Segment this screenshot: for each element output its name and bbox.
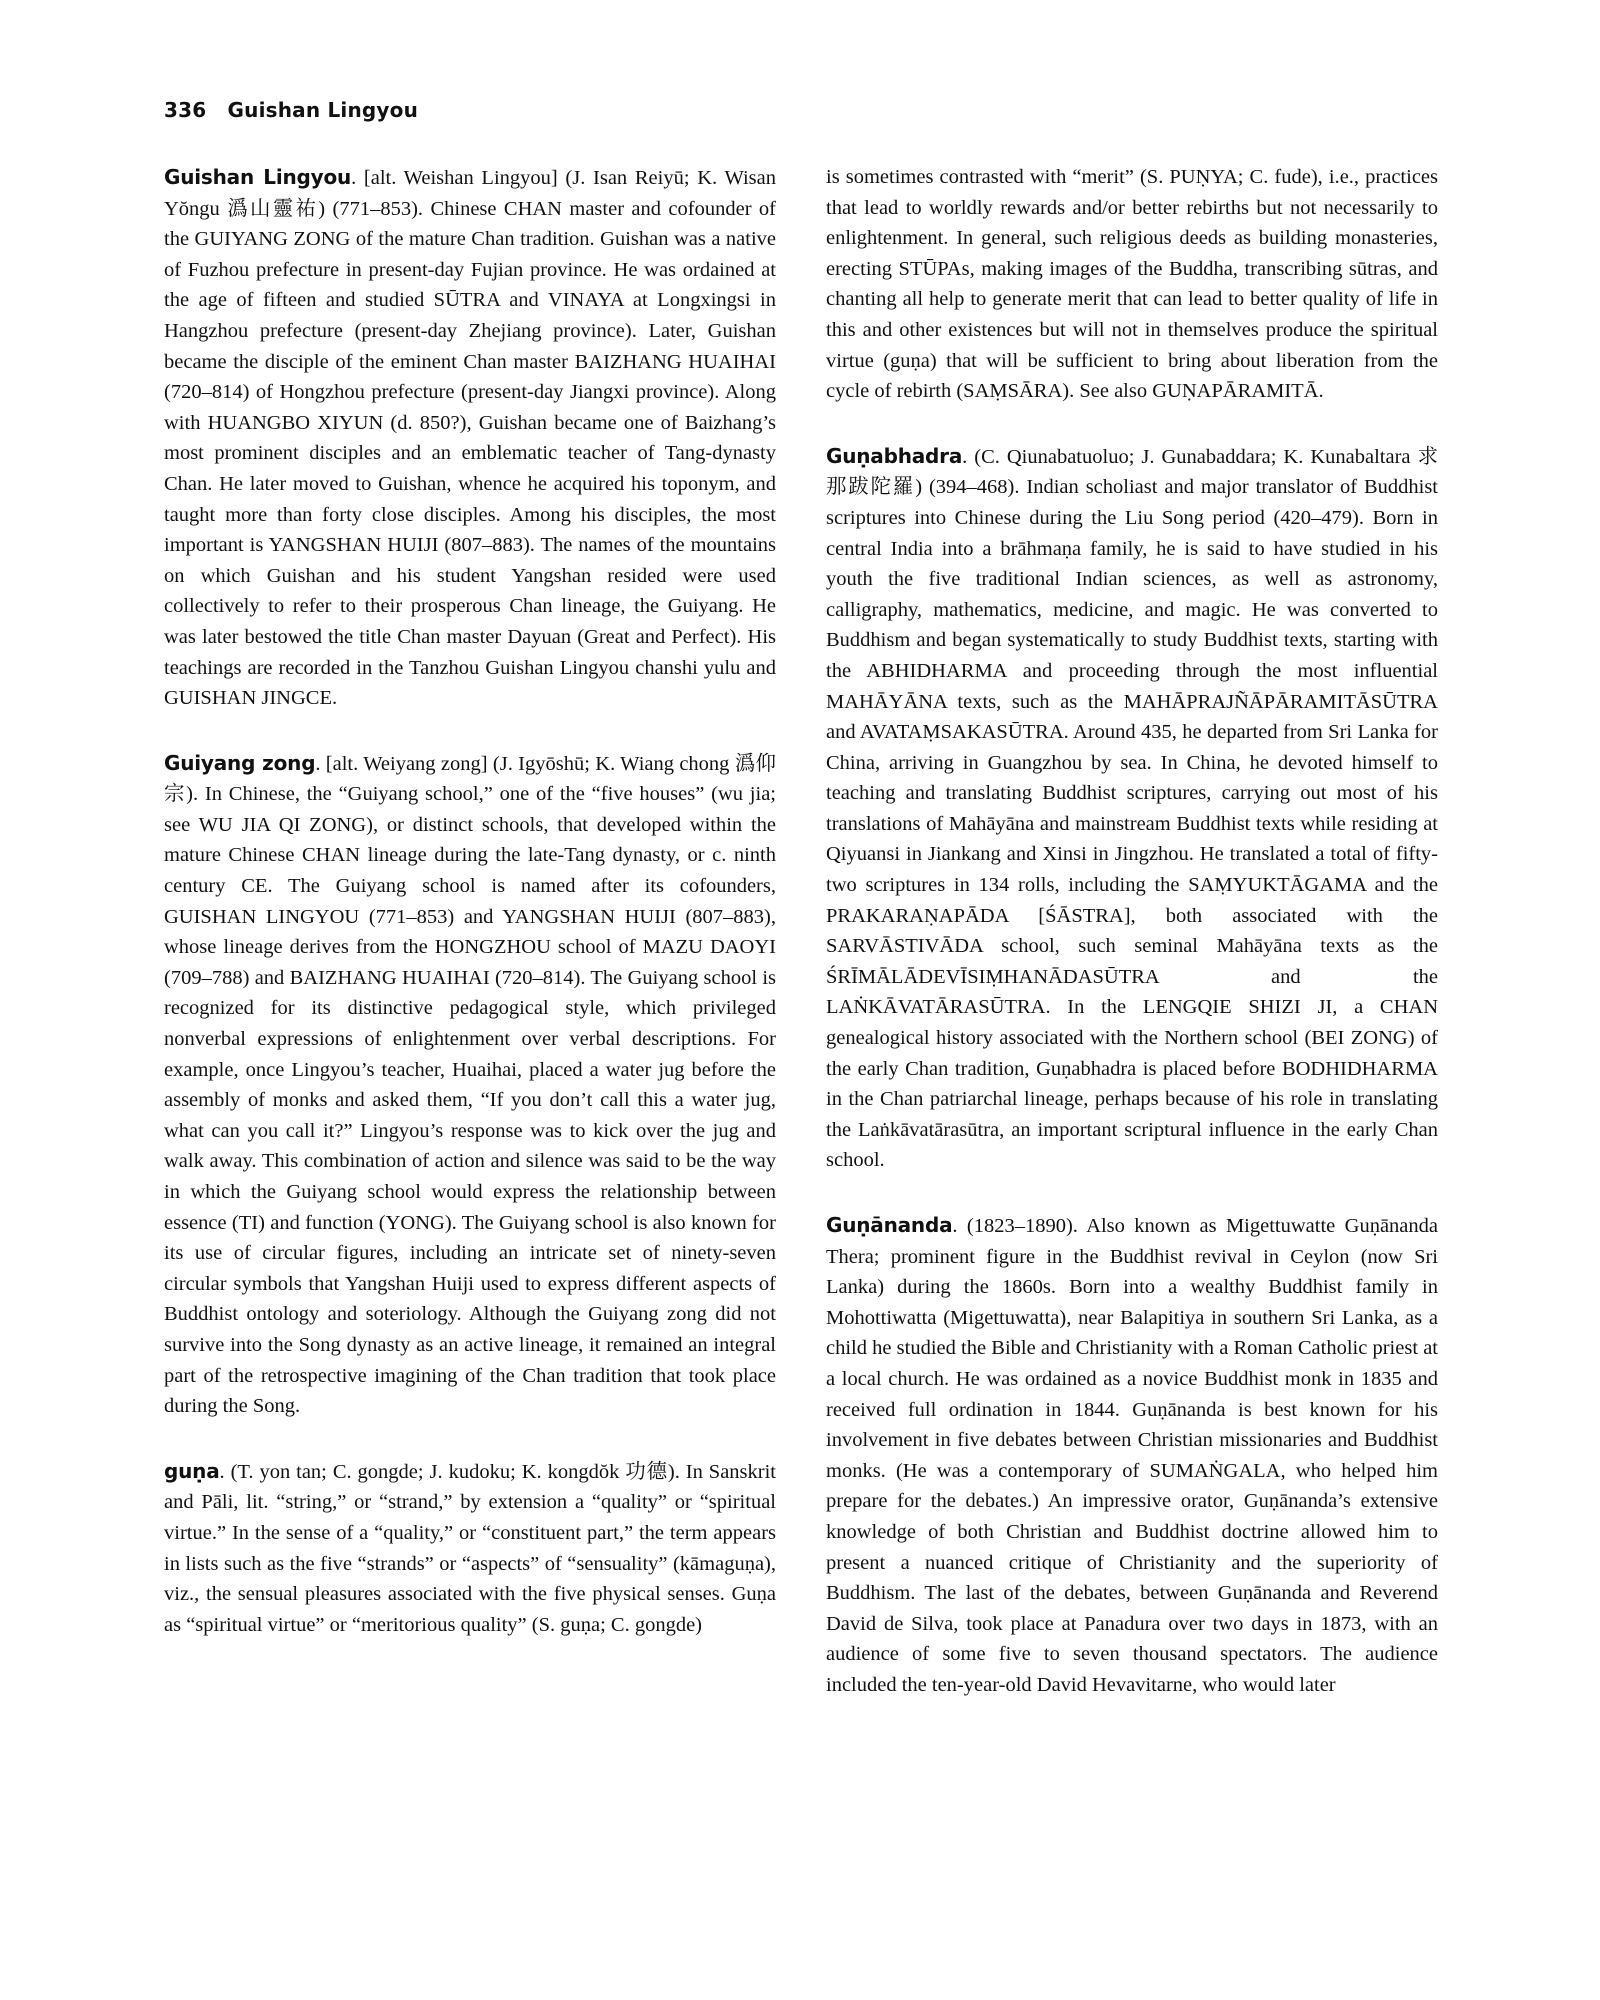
- running-head: [164, 98, 418, 122]
- left-column: [164, 162, 776, 1674]
- running-head-title: Guishan Lingyou: [227, 98, 419, 122]
- entry-headword: Guṇānanda: [826, 1213, 953, 1237]
- entry-headword: Guiyang zong: [164, 750, 316, 775]
- entry-body: (1823–1890). Also known as Migettuwatte Guṇānanda Thera; prominent figure in the Buddhist revival in Ceylon (now Sri Lanka) during the 1860s. Born into a wealthy Buddhist family in Mohottiwatta (Migettuwatta), near Balapitiya in southern Sri Lanka, as a child he studied the Bible and Christianity with a Roman Catholic priest at a local church. He was ordained as a novice Buddhist monk in 1835 and received full ordination in 1844. Guṇānanda is best known for his involvement in five debates between Christian missionaries and Buddhist monks. (He was a contemporary of SUMAṄGALA, who helped him prepare for the debates.) An impressive orator, Guṇānanda’s extensive knowledge of both Christian and Buddhist doctrine allowed him to present a nuanced critique of Christianity and the superiority of Buddhism. The last of the debates, between Guṇānanda and Reverend David de Silva, took place at Panadura over two days in 1873, with an audience of some five to seven thousand spectators. The audience included the ten-year-old David Hevavitarne, who would later: [826, 1215, 1438, 1696]
- entry-headword: Guṇabhadra: [826, 443, 963, 468]
- page-number: 336: [164, 98, 207, 122]
- entry-gunananda: Guṇānanda. (1823–1890). Also known as Migettuwatte Guṇānanda Thera; prominent figure in the Buddhist revival in Ceylon (now Sri Lanka) during the 1860s. Born into a wealthy Buddhist family in Mohottiwatta (Migettuwatta), near Balapitiya in southern Sri Lanka, as a child he studied the Bible and Christianity with a Roman Catholic priest at a local church. He was ordained as a novice Buddhist monk in 1835 and received full ordination in 1844. Guṇānanda is best known for his involvement in five debates between Christian missionaries and Buddhist monks. (He was a contemporary of SUMAṄGALA, who helped him prepare for the debates.) An impressive orator, Guṇānanda’s extensive knowledge of both Christian and Buddhist doctrine allowed him to present a nuanced critique of Christianity and the superiority of Buddhism. The last of the debates, between Guṇānanda and Reverend David de Silva, took place at Panadura over two days in 1873, with an audience of some five to seven thousand spectators. The audience included the ten-year-old David Hevavitarne, who would later: [826, 1213, 1438, 1696]
- continuation-text: is sometimes contrasted with “merit” (S. PUṆYA; C. fude), i.e., practices that lead to worldly rewards and/or better rebirths but not necessarily to enlightenment. In general, such religious deeds as building monasteries, erecting STŪPAs, making images of the Buddha, transcribing sūtras, and chanting all help to generate merit that can lead to better quality of life in this and other existences but will not in themselves produce the spiritual virtue (guṇa) that will be sufficient to bring about liberation from the cycle of rebirth (SAṂSĀRA). See also GUṆAPĀRAMITĀ.: [826, 166, 1438, 403]
- entry-continuation: [826, 162, 1438, 407]
- entry-guna: guṇa. (T. yon tan; C. gongde; J. kudoku; K. kongdŏk 功德). In Sanskrit and Pāli, lit. “string,” or “strand,” by extension a “quality” or “spiritual virtue.” In the sense of a “quality,” or “constituent part,” the term appears in lists such as the five “strands” or “aspects” of “sensuality” (kāmaguṇa), viz., the sensual pleasures associated with the five physical senses. Guṇa as “spiritual virtue” or “meritorious quality” (S. guṇa; C. gongde): [164, 1458, 776, 1636]
- entry-body: [alt. Weiyang zong] (J. Igyōshū; K. Wiang chong 潙仰宗). In Chinese, the “Guiyang school,” one of the “five houses” (wu jia; see WU JIA QI ZONG), or distinct schools, that developed within the mature Chinese CHAN lineage during the late-Tang dynasty, or c. ninth century CE. The Guiyang school is named after its cofounders, GUISHAN LINGYOU (771–853) and YANGSHAN HUIJI (807–883), whose lineage derives from the HONGZHOU school of MAZU DAOYI (709–788) and BAIZHANG HUAIHAI (720–814). The Guiyang school is recognized for its distinctive pedagogical style, which privileged nonverbal expressions of enlightenment over verbal descriptions. For example, once Lingyou’s teacher, Huaihai, placed a water jug before the assembly of monks and asked them, “If you don’t call this a water jug, what can you call it?” Lingyou’s response was to kick over the jug and walk away. This combination of action and silence was said to be the way in which the Guiyang school would express the relationship between essence (TI) and function (YONG). The Guiyang school is also known for its use of circular figures, including an intricate set of ninety-seven circular symbols that Yangshan Huiji used to express different aspects of Buddhist ontology and soteriology. Although the Guiyang zong did not survive into the Song dynasty as an active lineage, it remained an integral part of the retrospective imagining of the Chan tradition that took place during the Song.: [164, 752, 776, 1418]
- entry-body: [alt. Weishan Lingyou] (J. Isan Reiyū; K. Wisan Yŏngu 潙山靈祐) (771–853). Chinese CHAN master and cofounder of the GUIYANG ZONG of the mature Chan tradition. Guishan was a native of Fuzhou prefecture in present-day Fujian province. He was ordained at the age of fifteen and studied SŪTRA and VINAYA at Longxingsi in Hangzhou prefecture (present-day Zhejiang province). Later, Guishan became the disciple of the eminent Chan master BAIZHANG HUAIHAI (720–814) of Hongzhou prefecture (present-day Jiangxi province). Along with HUANGBO XIYUN (d. 850?), Guishan became one of Baizhang’s most prominent disciples and an emblematic teacher of Tang-dynasty Chan. He later moved to Guishan, whence he acquired his toponym, and taught more than forty close disciples. Among his disciples, the most important is YANGSHAN HUIJI (807–883). The names of the mountains on which Guishan and his student Yangshan resided were used collectively to refer to their prosperous Chan lineage, the Guiyang. He was later bestowed the title Chan master Dayuan (Great and Perfect). His teachings are recorded in the Tanzhou Guishan Lingyou chanshi yulu and GUISHAN JINGCE.: [164, 167, 776, 710]
- entry-body: (C. Qiunabatuoluo; J. Gunabaddara; K. Kunabaltara 求那跋陀羅) (394–468). Indian scholiast and major translator of Buddhist scriptures into Chinese during the Liu Song period (420–479). Born in central India into a brāhmaṇa family, he is said to have studied in his youth the five traditional Indian sciences, as well as astronomy, calligraphy, mathematics, medicine, and magic. He was converted to Buddhism and began systematically to study Buddhist texts, starting with the ABHIDHARMA and proceeding through the most influential MAHĀYĀNA texts, such as the MAHĀPRAJÑĀPĀRAMITĀSŪTRA and AVATAṂSAKASŪTRA. Around 435, he departed from Sri Lanka for China, arriving in Guangzhou by sea. In China, he devoted himself to teaching and translating Buddhist scriptures, carrying out most of his translations of Mahāyāna and mainstream Buddhist texts while residing at Qiyuansi in Jiankang and Xinsi in Jingzhou. He translated a total of fifty-two scriptures in 134 rolls, including the SAṂYUKTĀGAMA and the PRAKARAṆAPĀDA [ŚĀSTRA], both associated with the SARVĀSTIVĀDA school, such seminal Mahāyāna texts as the ŚRĪMĀLĀDEVĪSIṂHANĀDASŪTRA and the LAṄKĀVATĀRASŪTRA. In the LENGQIE SHIZI JI, a CHAN genealogical history associated with the Northern school (BEI ZONG) of the early Chan tradition, Guṇabhadra is placed before BODHIDHARMA in the Chan patriarchal lineage, perhaps because of his role in translating the Laṅkāvatārasūtra, an important scriptural influence in the early Chan school.: [826, 445, 1439, 1172]
- right-column: [826, 162, 1438, 1735]
- entry-guishan-lingyou: Guishan Lingyou. [alt. Weishan Lingyou] (J. Isan Reiyū; K. Wisan Yŏngu 潙山靈祐) (771–853). Chinese CHAN master and cofounder of the GUIYANG ZONG of the mature Chan tradition. Guishan was a native of Fuzhou prefecture in present-day Fujian province. He was ordained at the age of fifteen and studied SŪTRA and VINAYA at Longxingsi in Hangzhou prefecture (present-day Zhejiang province). Later, Guishan became the disciple of the eminent Chan master BAIZHANG HUAIHAI (720–814) of Hongzhou prefecture (present-day Jiangxi province). Along with HUANGBO XIYUN (d. 850?), Guishan became one of Baizhang’s most prominent disciples and an emblematic teacher of Tang-dynasty Chan. He later moved to Guishan, whence he acquired his toponym, and taught more than forty close disciples. Among his disciples, the most important is YANGSHAN HUIJI (807–883). The names of the mountains on which Guishan and his student Yangshan resided were used collectively to refer to their prosperous Chan lineage, the Guiyang. He was later bestowed the title Chan master Dayuan (Great and Perfect). His teachings are recorded in the Tanzhou Guishan Lingyou chanshi yulu and GUISHAN JINGCE.: [164, 165, 776, 710]
- entry-headword: Guishan Lingyou: [164, 165, 352, 189]
- entry-gunabhadra: Guṇabhadra. (C. Qiunabatuoluo; J. Gunabaddara; K. Kunabaltara 求那跋陀羅) (394–468). Indian scholiast and major translator of Buddhist scriptures into Chinese during the Liu Song period (420–479). Born in central India into a brāhmaṇa family, he is said to have studied in his youth the five traditional Indian sciences, as well as astronomy, calligraphy, mathematics, medicine, and magic. He was converted to Buddhism and began systematically to study Buddhist texts, starting with the ABHIDHARMA and proceeding through the most influential MAHĀYĀNA texts, such as the MAHĀPRAJÑĀPĀRAMITĀSŪTRA and AVATAṂSAKASŪTRA. Around 435, he departed from Sri Lanka for China, arriving in Guangzhou by sea. In China, he devoted himself to teaching and translating Buddhist scriptures, carrying out most of his translations of Mahāyāna and mainstream Buddhist texts while residing at Qiyuansi in Jiankang and Xinsi in Jingzhou. He translated a total of fifty-two scriptures in 134 rolls, including the SAṂYUKTĀGAMA and the PRAKARAṆAPĀDA [ŚĀSTRA], both associated with the SARVĀSTIVĀDA school, such seminal Mahāyāna texts as the ŚRĪMĀLĀDEVĪSIṂHANĀDASŪTRA and the LAṄKĀVATĀRASŪTRA. In the LENGQIE SHIZI JI, a CHAN genealogical history associated with the Northern school (BEI ZONG) of the early Chan tradition, Guṇabhadra is placed before BODHIDHARMA in the Chan patriarchal lineage, perhaps because of his role in translating the Laṅkāvatārasūtra, an important scriptural influence in the early Chan school.: [826, 443, 1439, 1172]
- entry-body: (T. yon tan; C. gongde; J. kudoku; K. kongdŏk 功德). In Sanskrit and Pāli, lit. “string,” or “strand,” by extension a “quality” or “spiritual virtue.” In the sense of a “quality,” or “constituent part,” the term appears in lists such as the five “strands” or “aspects” of “sensuality” (kāmaguṇa), viz., the sensual pleasures associated with the five physical senses. Guṇa as “spiritual virtue” or “meritorious quality” (S. guṇa; C. gongde): [164, 1460, 776, 1636]
- entry-guiyang-zong: Guiyang zong. [alt. Weiyang zong] (J. Igyōshū; K. Wiang chong 潙仰宗). In Chinese, the “Guiyang school,” one of the “five houses” (wu jia; see WU JIA QI ZONG), or distinct schools, that developed within the mature Chinese CHAN lineage during the late-Tang dynasty, or c. ninth century CE. The Guiyang school is named after its cofounders, GUISHAN LINGYOU (771–853) and YANGSHAN HUIJI (807–883), whose lineage derives from the HONGZHOU school of MAZU DAOYI (709–788) and BAIZHANG HUAIHAI (720–814). The Guiyang school is recognized for its distinctive pedagogical style, which privileged nonverbal expressions of enlightenment over verbal descriptions. For example, once Lingyou’s teacher, Huaihai, placed a water jug before the assembly of monks and asked them, “If you don’t call this a water jug, what can you call it?” Lingyou’s response was to kick over the jug and walk away. This combination of action and silence was said to be the way in which the Guiyang school would express the relationship between essence (TI) and function (YONG). The Guiyang school is also known for its use of circular figures, including an intricate set of ninety-seven circular symbols that Yangshan Huiji used to express different aspects of Buddhist ontology and soteriology. Although the Guiyang zong did not survive into the Song dynasty as an active lineage, it remained an integral part of the retrospective imagining of the Chan tradition that took place during the Song.: [164, 750, 776, 1418]
- entry-headword: guṇa: [164, 1458, 220, 1483]
